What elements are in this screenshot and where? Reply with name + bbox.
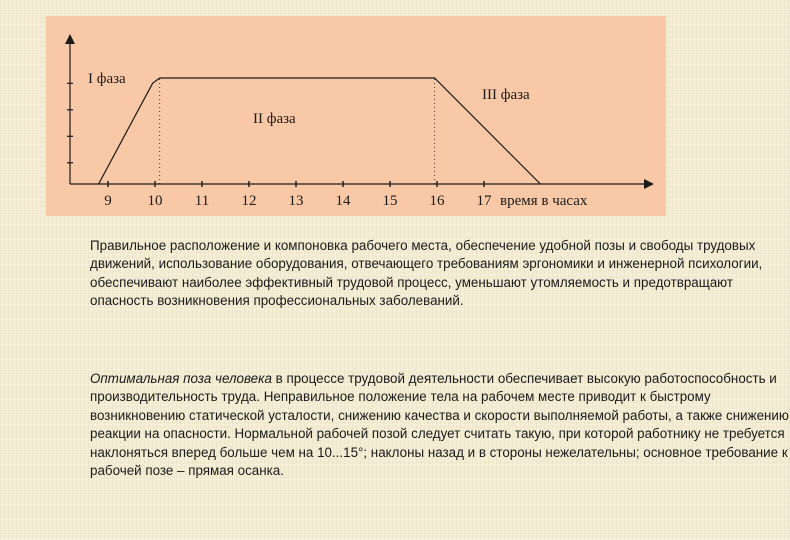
paragraph-workplace: Правильное расположение и компоновка рабочего места, обеспечение удобной позы и свободы трудовых движений, использование оборудования, отвечающего требованиям эргономики и инженерной психологии, обеспечивают наиболее эффективный трудовой процесс, уменьшают утомляемость и предотвращают опасность возникновения профессиональных заболеваний.: [90, 238, 763, 309]
chart-svg: [46, 16, 666, 216]
phase-2-label: II фаза: [253, 111, 296, 127]
phase-1-label: I фаза: [88, 71, 126, 87]
x-tick-label: 15: [382, 193, 398, 209]
work-capacity-chart: [46, 16, 666, 216]
x-tick-label: 14: [335, 193, 351, 209]
paragraph-posture: [8, 370, 790, 480]
x-tick-label: 13: [288, 193, 304, 209]
x-tick-label: 16: [429, 193, 445, 209]
work-capacity-line: [99, 78, 541, 184]
x-tick-label: 10: [147, 193, 163, 209]
optimal-posture-term: Оптимальная поза человека: [90, 371, 272, 386]
x-tick-label: 17: [476, 193, 492, 209]
paragraph-posture-body: в процессе трудовой деятельности обеспечивает высокую работоспособность и производительность труда. Неправильное положение тела на рабочем месте приводит к быстрому возникновению статической усталости, снижению качества и скорости выполняемой работы, а также снижению реакции на опасности. Нормальной рабочей позой следует считать такую, при которой работнику не требуется наклоняться вперед больше чем на 10...15°; наклоны назад и в стороны нежелательны; основное требование к рабочей позе – прямая осанка.: [90, 371, 789, 479]
x-tick-label: 12: [241, 193, 257, 209]
phase-3-label: III фаза: [482, 87, 530, 103]
x-tick-label: 9: [104, 193, 112, 209]
x-axis-label: время в часах: [500, 193, 588, 209]
x-tick-label: 11: [194, 193, 210, 209]
